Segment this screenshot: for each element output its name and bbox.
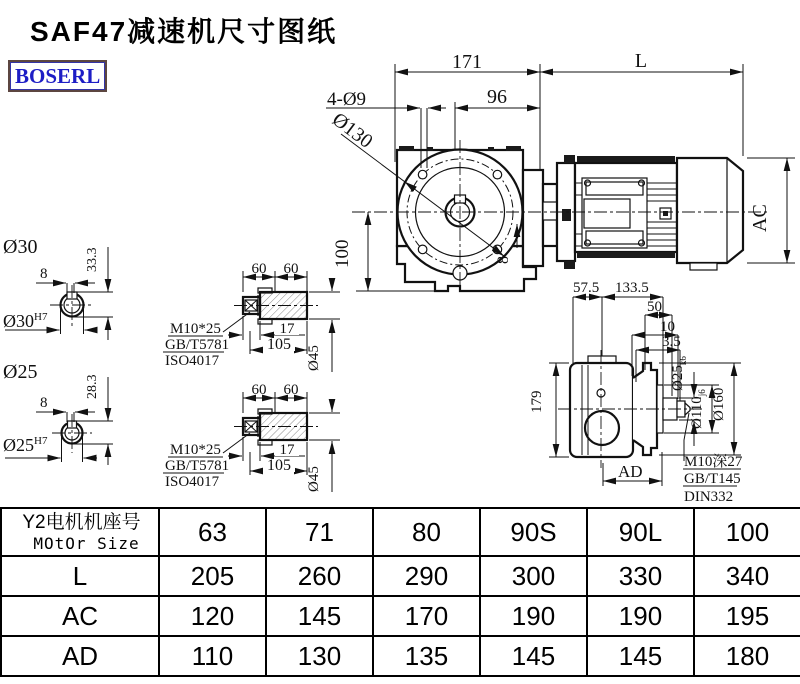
flange-dia-label: Ø130: [327, 108, 377, 153]
output-section-25: [3, 361, 113, 465]
tap-note: M10深27: [684, 454, 743, 470]
header-line-cn: Y2电机机座号: [22, 512, 141, 533]
dim-label-171: 171: [452, 51, 482, 73]
value-cell: 290: [373, 556, 480, 596]
key-width-label: 8: [40, 266, 48, 282]
value-cell: 340: [694, 556, 800, 596]
dim-57-5: 57.5: [573, 280, 600, 296]
section-dia-label: Ø30: [3, 236, 38, 258]
col-header: 63: [159, 508, 266, 556]
motor-eyebolt: [564, 155, 575, 163]
value-cell: 110: [159, 636, 266, 676]
motor-end-foot: [690, 263, 717, 270]
std-note-1: GB/T5781: [165, 337, 230, 353]
dim-3-5: 3.5: [662, 334, 681, 350]
value-cell: 205: [159, 556, 266, 596]
dim-label-L: L: [634, 50, 648, 72]
col-header: 80: [373, 508, 480, 556]
value-cell: 180: [694, 636, 800, 676]
value-cell: 260: [266, 556, 373, 596]
std-note-2: ISO4017: [165, 474, 220, 490]
side-view: [529, 280, 743, 505]
flange-dia-label: Ø160: [711, 387, 727, 421]
dim-179: 179: [529, 390, 545, 413]
fit-dia-label: [3, 311, 48, 331]
dim-60-left: 60: [251, 261, 267, 277]
key-height-label: 28.3: [85, 374, 100, 399]
value-cell: 135: [373, 636, 480, 676]
value-cell: 120: [159, 596, 266, 636]
holes-note-label: 4-Ø9: [327, 89, 367, 110]
spigot-tol: j6: [697, 389, 707, 397]
spigot-dia-label: [689, 389, 707, 429]
row-label: AD: [1, 636, 159, 676]
housing-bolt-mark: [488, 147, 494, 151]
housing-bolt-mark: [427, 147, 433, 151]
fit-tol: H7: [34, 311, 48, 323]
std-note-1: GB/T5781: [165, 458, 230, 474]
dim-17: 17: [279, 442, 295, 458]
std-note-2: ISO4017: [165, 353, 220, 369]
dim-60-right: 60: [283, 382, 299, 398]
dia-45: Ø45: [306, 345, 322, 371]
fit-dia: Ø25: [3, 435, 34, 455]
dim-50: 50: [647, 299, 662, 315]
table-row-AD: [1, 636, 800, 676]
housing-bolt-mark: [506, 146, 521, 151]
dim-17: 17: [279, 321, 295, 337]
value-cell: 145: [266, 596, 373, 636]
tap-std-1: GB/T145: [684, 471, 741, 487]
tap-std-2: DIN332: [684, 489, 734, 505]
row-label: L: [1, 556, 159, 596]
value-cell: 145: [480, 636, 587, 676]
bolt-hole: [493, 170, 502, 179]
motor-fin-band-top: [577, 156, 675, 162]
front-view: [326, 50, 795, 292]
col-header: 71: [266, 508, 373, 556]
dim-label-AC: AC: [749, 204, 771, 232]
col-header: 100: [694, 508, 800, 556]
dim-label-96: 96: [487, 86, 507, 108]
motor-nub: [564, 261, 575, 269]
table-header-row: [1, 508, 800, 556]
motor-end-cap: [677, 158, 743, 263]
housing-bolt-mark: [399, 146, 414, 151]
spigot-dia: Ø110: [689, 396, 705, 429]
dim-AD: AD: [618, 462, 643, 481]
col-header: 90S: [480, 508, 587, 556]
row-label: AC: [1, 596, 159, 636]
dim-105: 105: [267, 336, 291, 353]
table-row-L: [1, 556, 800, 596]
fit-dia-label: [3, 435, 48, 455]
output-section-30: [3, 236, 113, 340]
value-cell: 190: [587, 596, 694, 636]
motor-size-table: [0, 507, 800, 677]
bolt-note: M10*25: [170, 321, 221, 337]
bolt-hole: [418, 170, 427, 179]
page-title: SAF47减速机尺寸图纸: [30, 16, 338, 47]
shaft-detail-2: [163, 382, 340, 492]
dim-label-8: 8: [495, 256, 512, 264]
shaft-detail-1: [163, 261, 340, 372]
key-height-label: 33.3: [85, 247, 100, 272]
dim-60-left: 60: [251, 382, 267, 398]
coupling: [543, 202, 557, 220]
dia-45: Ø45: [306, 466, 322, 492]
motor-key: [562, 209, 571, 221]
shaft-dia-label: [670, 356, 688, 391]
dim-133-5: 133.5: [615, 280, 649, 296]
shaft-dia: Ø25: [670, 365, 686, 391]
shaft-tol: k6: [678, 356, 688, 366]
dim-105: 105: [267, 457, 291, 474]
col-header: 90L: [587, 508, 694, 556]
bolt-note: M10*25: [170, 442, 221, 458]
motor-fin-band-bottom: [577, 252, 675, 258]
value-cell: 190: [480, 596, 587, 636]
bolt-hole: [418, 245, 427, 254]
brand-logo: BOSERL: [8, 60, 107, 92]
dim-10: 10: [660, 319, 675, 335]
fit-dia: Ø30: [3, 311, 34, 331]
header-cell: [1, 508, 159, 556]
section-dia-label: Ø25: [3, 361, 38, 383]
dim-label-100: 100: [332, 239, 353, 268]
value-cell: 330: [587, 556, 694, 596]
header-line-en: MOtOr Size: [33, 534, 140, 553]
value-cell: 130: [266, 636, 373, 676]
fit-tol: H7: [34, 435, 48, 447]
dim-60-right: 60: [283, 261, 299, 277]
key-width-label: 8: [40, 395, 48, 411]
value-cell: 145: [587, 636, 694, 676]
value-cell: 195: [694, 596, 800, 636]
adapter-flange: [523, 170, 543, 266]
value-cell: 170: [373, 596, 480, 636]
value-cell: 300: [480, 556, 587, 596]
table-row-AC: [1, 596, 800, 636]
